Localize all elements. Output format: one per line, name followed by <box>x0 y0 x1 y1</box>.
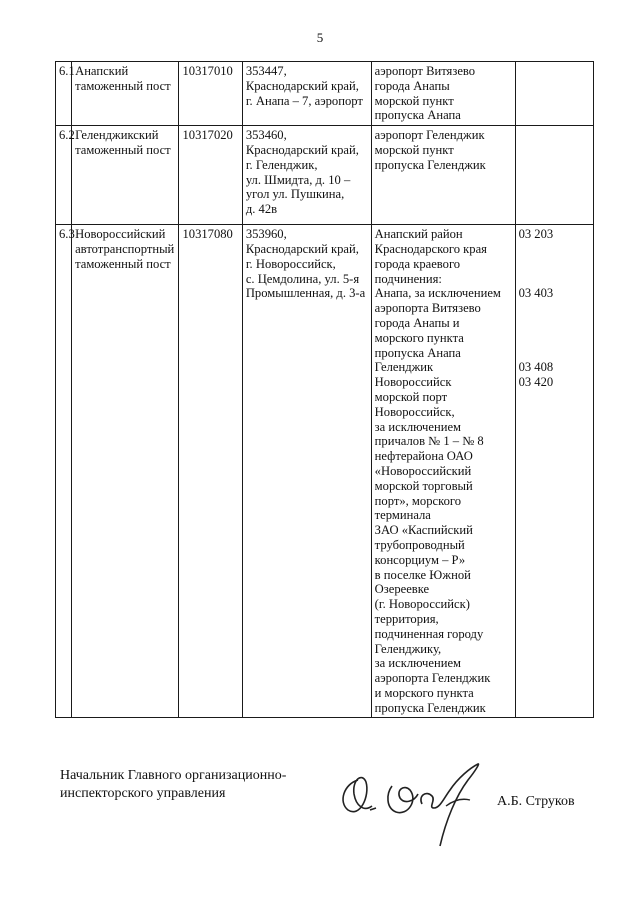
signatory-title-line: инспекторского управления <box>60 786 226 801</box>
okato-code <box>519 346 590 361</box>
zone-line: консорциум – Р» <box>374 552 466 567</box>
post-code-cell <box>179 62 242 126</box>
row-number-cell <box>56 225 75 718</box>
post-code-cell <box>179 126 242 225</box>
zone-line: аэропорта Геленджик <box>374 671 491 686</box>
row-number-cell <box>56 126 75 225</box>
zone-line: Геленджик <box>374 360 434 375</box>
zone-line: за исключением <box>374 419 462 434</box>
okato-cell <box>515 225 593 718</box>
address-cell <box>242 62 371 126</box>
okato-code <box>519 331 590 346</box>
zone-line: города Анапы и <box>374 315 460 330</box>
address-line: д. 42в <box>245 202 278 217</box>
zone-line: в поселке Южной <box>374 567 471 582</box>
post-name-line: Геленджикский <box>75 128 159 143</box>
post-name-line: таможенный пост <box>75 78 171 93</box>
address-line: 353447, <box>245 64 287 78</box>
zone-line: подчинения: <box>374 271 442 286</box>
okato-code <box>519 257 590 272</box>
okato-code <box>519 301 590 316</box>
zone-line: и морского пункта <box>374 685 474 700</box>
okato-code: 03 420 <box>518 375 554 390</box>
zone-line: города краевого <box>374 256 461 271</box>
address-line: 353960, <box>245 227 287 242</box>
address-line: г. Геленджик, <box>245 157 318 172</box>
zone-line: подчиненная городу <box>374 626 484 641</box>
zone-line: города Анапы <box>374 78 450 93</box>
zone-line: Новороссийск, <box>374 404 455 419</box>
okato-code: 03 203 <box>518 227 554 242</box>
address-line: с. Цемдолина, ул. 5-я <box>245 271 360 286</box>
address-line: угол ул. Пушкина, <box>245 187 345 202</box>
zone-line: территория, <box>374 611 439 626</box>
table-row <box>56 62 594 126</box>
address-line: Краснодарский край, <box>245 241 359 256</box>
zone-line: ЗАО «Каспийский <box>374 523 473 538</box>
zone-line: «Новороссийский <box>374 463 472 478</box>
signatory-title-line: Начальник Главного организационно- <box>60 768 287 783</box>
zone-line: Краснодарского края <box>374 241 487 256</box>
zone-line: Геленджику, <box>374 641 442 656</box>
zone-line: Анапа, за исключением <box>374 286 501 301</box>
post-name-line: Анапский <box>75 64 129 78</box>
zone-line: (г. Новороссийск) <box>374 597 470 612</box>
zone-line: терминала <box>374 508 431 523</box>
post-code-cell <box>179 225 242 718</box>
zone-line: аэропорт Витязево <box>374 64 476 78</box>
zone-line: аэропорт Геленджик <box>374 128 485 143</box>
zone-line: пропуска Анапа <box>374 345 461 360</box>
zone-cell <box>371 126 515 225</box>
post-name-cell <box>72 225 179 718</box>
table-row <box>56 225 594 718</box>
handwritten-signature <box>330 750 500 860</box>
zone-line: за исключением <box>374 656 462 671</box>
zone-line: морской торговый <box>374 478 473 493</box>
post-name-line: таможенный пост <box>75 142 171 157</box>
zone-cell <box>371 62 515 126</box>
table-row <box>56 126 594 225</box>
signatory-title <box>60 767 286 803</box>
address-cell <box>242 126 371 225</box>
page-number: 5 <box>316 30 324 45</box>
row-number-cell <box>56 62 75 126</box>
post-code: 10317010 <box>182 64 233 78</box>
okato-cell <box>515 126 593 225</box>
zone-line: нефтерайона ОАО <box>374 449 473 464</box>
zone-line: трубопроводный <box>374 537 465 552</box>
address-line: ул. Шмидта, д. 10 – <box>245 172 351 187</box>
zone-line: Новороссийск <box>374 375 452 390</box>
address-line: г. Новороссийск, <box>245 256 336 271</box>
okato-code <box>519 272 590 287</box>
post-name-line: Новороссийский <box>75 227 166 242</box>
zone-line: пропуска Анапа <box>374 108 461 123</box>
zone-line: причалов № 1 – № 8 <box>374 434 484 449</box>
customs-posts-table <box>55 61 594 718</box>
zone-line: морского пункта <box>374 330 464 345</box>
address-line: Краснодарский край, <box>245 142 359 157</box>
zone-line: порт», морского <box>374 493 462 508</box>
post-name-line: таможенный пост <box>75 256 171 271</box>
address-cell <box>242 225 371 718</box>
okato-code <box>519 242 590 257</box>
post-name-line: автотранспортный <box>75 241 175 256</box>
post-name-cell <box>72 62 179 126</box>
post-code: 10317080 <box>182 227 233 242</box>
row-number: 6.2 <box>59 128 75 143</box>
zone-line: морской порт <box>374 389 448 404</box>
address-line: г. Анапа – 7, аэропорт <box>245 93 363 108</box>
signatory-name: А.Б. Струков <box>497 794 575 809</box>
row-number: 6.1 <box>59 64 75 78</box>
row-number: 6.3 <box>59 227 75 242</box>
zone-line: морской пункт <box>374 142 454 157</box>
zone-line: Анапский район <box>374 227 463 242</box>
address-line: Промышленная, д. 3-а <box>245 286 366 301</box>
address-line: 353460, <box>245 128 287 143</box>
zone-line: морской пункт <box>374 93 454 108</box>
zone-line: пропуска Геленджик <box>374 700 486 715</box>
okato-cell <box>515 62 593 126</box>
post-name-cell <box>72 126 179 225</box>
zone-cell <box>371 225 515 718</box>
okato-code: 03 408 <box>518 360 554 375</box>
okato-code: 03 403 <box>518 286 554 301</box>
zone-line: Озереевке <box>374 582 430 597</box>
post-code: 10317020 <box>182 128 233 143</box>
okato-code <box>519 316 590 331</box>
address-line: Краснодарский край, <box>245 78 359 93</box>
zone-line: аэропорта Витязево <box>374 301 481 316</box>
zone-line: пропуска Геленджик <box>374 157 486 172</box>
